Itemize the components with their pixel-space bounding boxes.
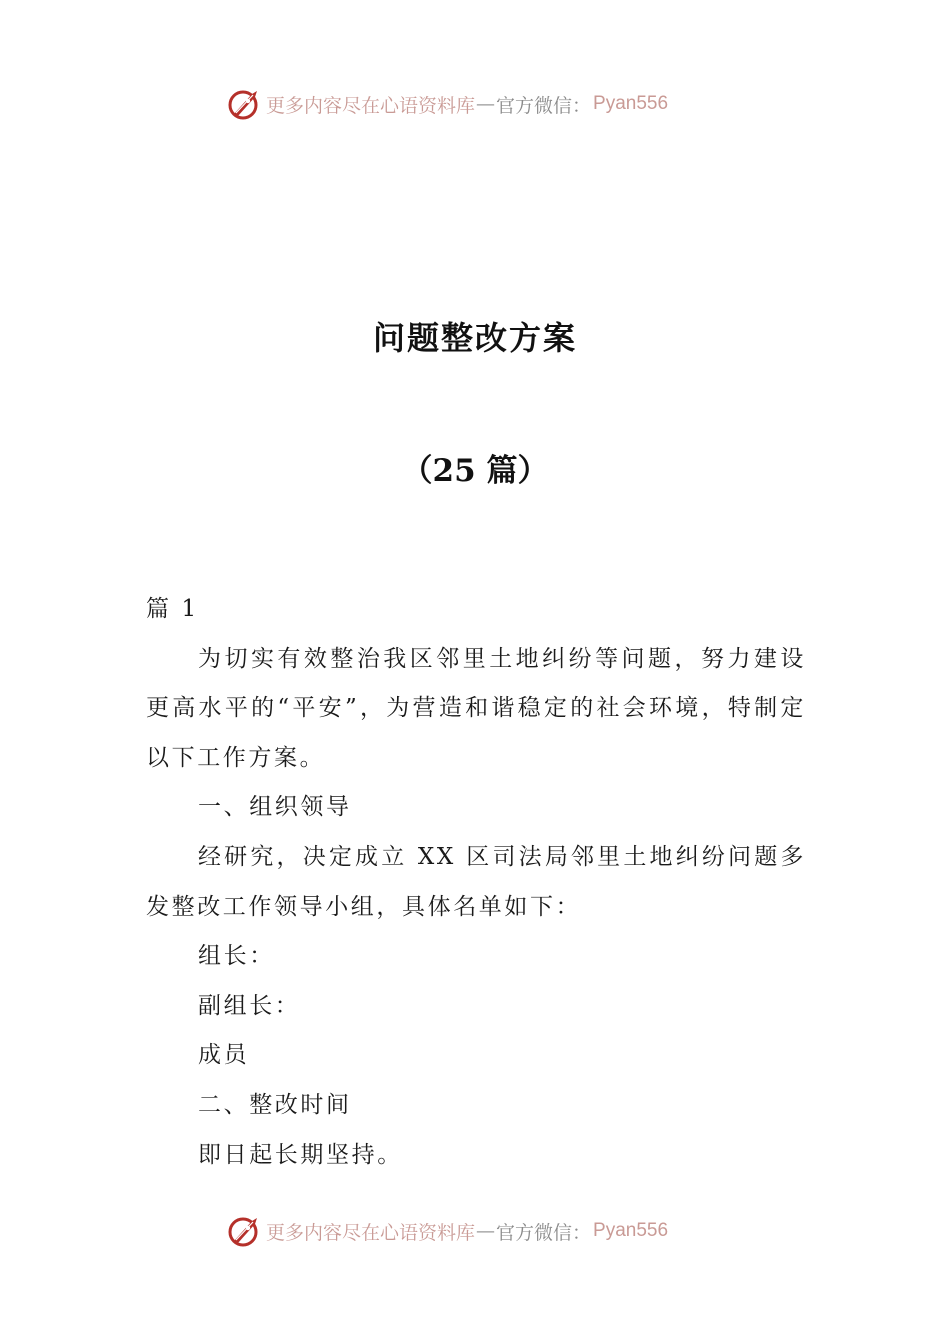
pen-nib-logo-icon [226, 86, 262, 122]
intro-paragraph: 为切实有效整治我区邻里土地纠纷等问题，努力建设更高水平的“平安”，为营造和谐稳定的社会环境，特制定以下工作方案。 [146, 645, 806, 771]
list-item-members: 成员 [198, 1042, 250, 1069]
heading-organization: 一、组织领导 [198, 794, 352, 821]
banner-separator: — [476, 93, 496, 115]
banner-official-label: 官方微信： [496, 94, 592, 117]
list-item-leader: 组长： [198, 943, 275, 970]
banner-wechat-id: Pyan556 [593, 1220, 669, 1241]
list-item-deputy-leader: 副组长： [198, 992, 301, 1019]
organization-paragraph: 经研究，决定成立 XX 区司法局邻里土地纠纷问题多发整改工作领导小组，具体名单如下： [146, 843, 806, 920]
document-subtitle: （25 篇） [401, 453, 549, 489]
section-heading: 篇 1 [146, 596, 199, 622]
banner-separator: — [476, 1220, 496, 1242]
time-paragraph: 即日起长期坚持。 [198, 1141, 403, 1168]
footer-banner [226, 1211, 746, 1251]
heading-rectification-time: 二、整改时间 [198, 1091, 352, 1118]
banner-official-label: 官方微信： [496, 1221, 592, 1244]
document-body [146, 585, 806, 1180]
banner-text: 更多内容尽在心语资料库 [266, 1221, 476, 1244]
header-banner [226, 84, 746, 124]
banner-text: 更多内容尽在心语资料库 [266, 94, 476, 117]
pen-nib-logo-icon [226, 1213, 262, 1249]
document-title: 问题整改方案 [372, 319, 577, 357]
banner-wechat-id: Pyan556 [593, 93, 669, 114]
